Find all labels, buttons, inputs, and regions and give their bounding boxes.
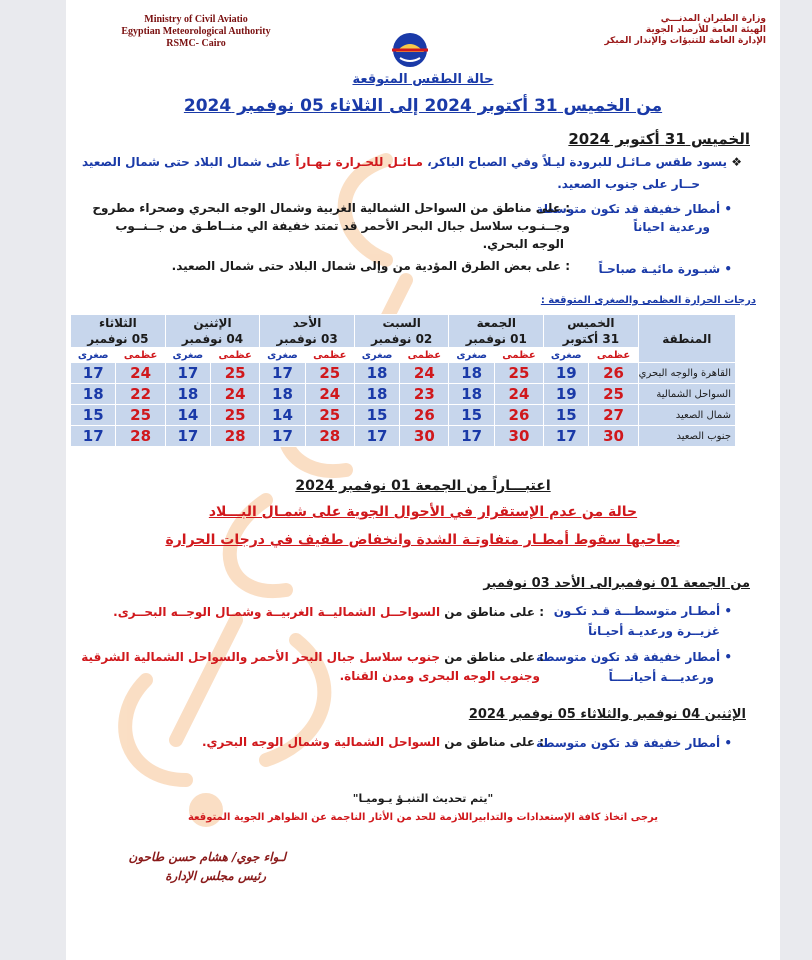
max-label: عظمى bbox=[116, 348, 165, 363]
max-cell: 26 bbox=[494, 405, 543, 426]
bullet-icon: • bbox=[720, 202, 732, 216]
day-date: 05 نوفمبر bbox=[87, 332, 149, 346]
max-cell: 23 bbox=[400, 384, 449, 405]
min-cell: 17 bbox=[260, 426, 305, 447]
temperature-table bbox=[70, 314, 736, 447]
min-cell: 17 bbox=[165, 426, 210, 447]
signer-name: لـواء جوي/ هشام حسن طاحون bbox=[128, 850, 286, 864]
period-heading: من الخميس 31 أكتوبر 2024 إلى الثلاثاء 05 نوفمبر 2024 bbox=[183, 96, 663, 116]
day-header bbox=[544, 315, 639, 348]
thursday-heading: الخميس 31 أكتوبر 2024 bbox=[568, 130, 750, 148]
bullet-icon: • bbox=[720, 262, 732, 276]
thursday-line-1 bbox=[82, 155, 742, 169]
max-cell: 22 bbox=[116, 384, 165, 405]
fri-sun-item2-text bbox=[81, 650, 544, 664]
max-cell: 28 bbox=[305, 426, 354, 447]
fri-sun-item2-region-2: وجنوب الوجه البحرى ومدن القناة. bbox=[339, 669, 540, 683]
min-label: صغرى bbox=[260, 348, 305, 363]
day-header bbox=[354, 315, 449, 348]
header-ar-line: الهيئة العامة للأرصاد الجوية bbox=[645, 25, 766, 35]
thursday-line-2: حــار على جنوب الصعيد. bbox=[557, 177, 700, 191]
fri-sun-item2-label-2: ورعديـــة أحيانــــاً bbox=[608, 670, 714, 684]
table-row bbox=[71, 426, 736, 447]
region-cell: جنوب الصعيد bbox=[638, 426, 735, 447]
max-cell: 30 bbox=[589, 426, 638, 447]
day-name: الجمعة bbox=[476, 316, 516, 330]
outlook-heading: اعتبـــاراً من الجمعة 01 نوفمبر 2024 bbox=[295, 478, 551, 494]
outlook-line-2: يصاحبها سقوط أمطـار متفاوتـة الشدة وانخفاض طفيف في درجات الحرارة bbox=[165, 532, 681, 548]
header-ar bbox=[586, 14, 766, 47]
max-cell: 25 bbox=[589, 384, 638, 405]
mon-tue-label bbox=[536, 736, 732, 750]
min-label: صغرى bbox=[544, 348, 589, 363]
header-en-line: Egyptian Meteorological Authority bbox=[121, 26, 271, 37]
min-cell: 19 bbox=[544, 384, 589, 405]
rain-text-1: : على مناطق من السواحل الشمالية الغربية وشمال الوجه البحري وصحراء مطروح bbox=[92, 201, 570, 215]
min-cell: 18 bbox=[260, 384, 305, 405]
day-date: 03 نوفمبر bbox=[276, 332, 338, 346]
min-cell: 15 bbox=[71, 405, 116, 426]
max-cell: 24 bbox=[116, 363, 165, 384]
min-cell: 17 bbox=[71, 426, 116, 447]
outlook-line-1: حالة من عدم الإستقرار في الأحوال الجوية على شمـال البـــلاد bbox=[208, 504, 638, 520]
bullet-icon: • bbox=[720, 650, 732, 664]
min-cell: 18 bbox=[354, 384, 399, 405]
temps-caption: درجات الحرارة العظمى والصغرى المتوقعة : bbox=[540, 295, 756, 306]
day-header bbox=[260, 315, 355, 348]
region-cell: القاهرة والوجه البحري bbox=[638, 363, 735, 384]
ema-logo-icon bbox=[388, 30, 432, 70]
min-cell: 18 bbox=[449, 363, 494, 384]
max-cell: 24 bbox=[305, 384, 354, 405]
min-cell: 18 bbox=[449, 384, 494, 405]
min-cell: 15 bbox=[544, 405, 589, 426]
max-label: عظمى bbox=[211, 348, 260, 363]
mon-tue-heading: الإثنين 04 نوفمبر والثلاثاء 05 نوفمبر 2024 bbox=[468, 707, 746, 722]
table-row bbox=[71, 405, 736, 426]
fog-label-text: شبـورة مائيـة صباحـاً bbox=[598, 262, 721, 276]
max-label: عظمى bbox=[400, 348, 449, 363]
header-en bbox=[111, 14, 281, 50]
fri-sun-item1-text bbox=[113, 605, 544, 619]
advice-text: يرجى اتخاذ كافة الإستعدادات والتدابيراللازمة للحد من الأثار الناجمة عن الظواهر الجوية المتوقعة bbox=[187, 812, 659, 823]
region-cell: شمال الصعيد bbox=[638, 405, 735, 426]
bullet-icon: • bbox=[720, 604, 732, 618]
doc-title: حالة الطقس المتوقعة bbox=[352, 72, 494, 87]
day-name: الإثنين bbox=[193, 316, 232, 330]
header-ar-line: الإدارة العامة للتنبؤات والإنذار المبكر bbox=[604, 36, 766, 46]
max-cell: 25 bbox=[116, 405, 165, 426]
min-label: صغرى bbox=[165, 348, 210, 363]
fri-sun-item2-label bbox=[536, 650, 732, 664]
mon-tue-text bbox=[202, 735, 544, 749]
day-date: 31 أكتوبر bbox=[562, 332, 620, 346]
fog-label bbox=[598, 262, 732, 276]
max-cell: 25 bbox=[211, 363, 260, 384]
min-cell: 18 bbox=[354, 363, 399, 384]
max-cell: 24 bbox=[494, 384, 543, 405]
weather-cold-text: يسود طقس مـائـل للبرودة ليـلاً وفي الصباح الباكر، bbox=[427, 155, 728, 169]
max-cell: 30 bbox=[400, 426, 449, 447]
fri-sun-item1-label bbox=[554, 604, 732, 618]
max-label: عظمى bbox=[589, 348, 638, 363]
min-cell: 17 bbox=[71, 363, 116, 384]
day-header bbox=[165, 315, 260, 348]
max-label: عظمى bbox=[494, 348, 543, 363]
header-en-line: RSMC- Cairo bbox=[166, 38, 226, 49]
min-cell: 17 bbox=[354, 426, 399, 447]
min-cell: 15 bbox=[449, 405, 494, 426]
min-label: صغرى bbox=[449, 348, 494, 363]
max-label: عظمى bbox=[305, 348, 354, 363]
max-cell: 25 bbox=[494, 363, 543, 384]
max-cell: 28 bbox=[211, 426, 260, 447]
min-cell: 18 bbox=[71, 384, 116, 405]
fri-sun-item2-prefix: : على مناطق من bbox=[444, 650, 544, 664]
fri-sun-item1-label-2: غزيــرة ورعديـة أحيـاناً bbox=[588, 624, 720, 638]
fri-sun-item2-region: جنوب سلاسل جبال البحر الأحمر والسواحل الشمالية الشرقية bbox=[81, 650, 441, 664]
max-cell: 24 bbox=[400, 363, 449, 384]
signer-title: رئيس مجلس الإدارة bbox=[165, 869, 266, 883]
fri-sun-item2-label-text: أمطار خفيفة قد تكون متوسطة bbox=[536, 650, 721, 664]
max-cell: 27 bbox=[589, 405, 638, 426]
rain-label-2: ورعدية احياناً bbox=[633, 220, 710, 234]
header-en-line: Ministry of Civil Aviatio bbox=[144, 14, 248, 25]
min-cell: 17 bbox=[165, 363, 210, 384]
mon-tue-region: السواحل الشمالية وشمال الوجه البحري. bbox=[201, 735, 441, 749]
rain-text-3: الوجه البحري. bbox=[482, 237, 564, 251]
fri-sun-item1-region: السواحــل الشماليــة الغربيــة وشمـال الوجــه البحــرى. bbox=[113, 605, 441, 619]
max-cell: 24 bbox=[211, 384, 260, 405]
min-cell: 19 bbox=[544, 363, 589, 384]
max-cell: 26 bbox=[589, 363, 638, 384]
forecast-document bbox=[66, 0, 780, 960]
day-date: 04 نوفمبر bbox=[181, 332, 244, 346]
max-cell: 26 bbox=[400, 405, 449, 426]
day-name: السبت bbox=[382, 316, 421, 330]
table-header-row bbox=[71, 315, 736, 348]
fri-sun-item1-prefix: : على مناطق من bbox=[444, 605, 544, 619]
max-cell: 25 bbox=[305, 363, 354, 384]
day-name: الثلاثاء bbox=[98, 316, 137, 330]
day-header bbox=[71, 315, 166, 348]
day-date: 02 نوفمبر bbox=[371, 332, 433, 346]
weather-region-text: على شمال البلاد حتى شمال الصعيد bbox=[81, 155, 292, 169]
update-note: "يتم تحديث التنبـؤ يـوميـا" bbox=[352, 792, 494, 805]
table-row bbox=[71, 384, 736, 405]
weather-warm-text: مـائـل للحـرارة نـهـاراً bbox=[295, 155, 423, 169]
mon-tue-label-text: أمطار خفيفة قد تكون متوسطة bbox=[536, 736, 721, 750]
min-cell: 17 bbox=[449, 426, 494, 447]
mon-tue-prefix: : على مناطق من bbox=[444, 735, 544, 749]
fri-sun-heading: من الجمعة 01 نوفمبرالى الأحد 03 نوفمبر bbox=[483, 576, 750, 591]
day-name: الأحد bbox=[292, 316, 322, 330]
rain-label-text: أمطار خفيفة قد تكون متوسطة bbox=[536, 202, 721, 216]
min-cell: 14 bbox=[260, 405, 305, 426]
bullet-icon: ❖ bbox=[727, 155, 742, 169]
max-cell: 25 bbox=[305, 405, 354, 426]
max-cell: 30 bbox=[494, 426, 543, 447]
header-ar-line: وزارة الطيران المدنـــي bbox=[660, 14, 766, 24]
table-row bbox=[71, 363, 736, 384]
day-date: 01 نوفمبر bbox=[465, 332, 527, 346]
max-cell: 28 bbox=[116, 426, 165, 447]
min-label: صغرى bbox=[71, 348, 116, 363]
table-subheader-row bbox=[71, 348, 736, 363]
fog-text: : على بعض الطرق المؤدية من وإلى شمال البلاد حتى شمال الصعيد. bbox=[171, 259, 570, 273]
region-header: المنطقة bbox=[638, 315, 735, 363]
min-cell: 18 bbox=[165, 384, 210, 405]
bullet-icon: • bbox=[720, 736, 732, 750]
rain-text-2: وجــنـوب سلاسل جبال البحر الأحمر قد تمتد خفيفة الي منــاطـق من جــنــوب bbox=[115, 219, 570, 233]
fri-sun-item1-label-text: أمطـار متوسطـــة قـد تكـون bbox=[553, 604, 721, 618]
max-cell: 25 bbox=[211, 405, 260, 426]
day-header bbox=[449, 315, 544, 348]
min-cell: 15 bbox=[354, 405, 399, 426]
region-cell: السواحل الشمالية bbox=[638, 384, 735, 405]
min-cell: 17 bbox=[260, 363, 305, 384]
day-name: الخميس bbox=[567, 316, 615, 330]
min-label: صغرى bbox=[354, 348, 399, 363]
min-cell: 17 bbox=[544, 426, 589, 447]
min-cell: 14 bbox=[165, 405, 210, 426]
